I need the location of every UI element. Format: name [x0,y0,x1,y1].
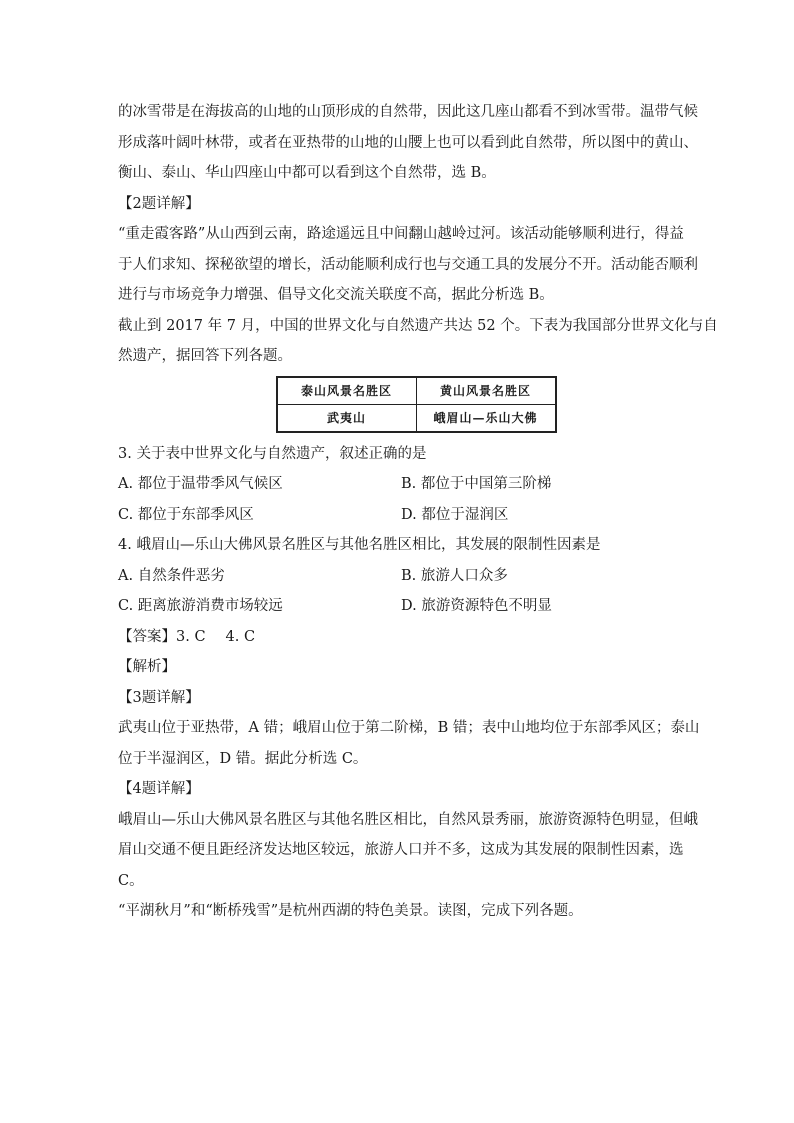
table-row [277,404,556,432]
table-cell: 峨眉山—乐山大佛 [416,404,556,432]
text-line: 武夷山位于亚热带，A 错；峨眉山位于第二阶梯，B 错；表中山地均位于东部季风区；泰山 [118,720,700,736]
closing-line: “平湖秋月”和“断桥残雪”是杭州西湖的特色美景。读图，完成下列各题。 [118,903,583,919]
text-line: 峨眉山—乐山大佛风景名胜区与其他名胜区相比，自然风景秀丽，旅游资源特色明显，但峨 [118,811,698,828]
text-line: 形成落叶阔叶林带，或者在亚热带的山地的山腰上也可以看到此自然带，所以图中的黄山、 [118,134,698,151]
option-b: B. 都位于中国第三阶梯 [401,476,552,492]
table-row [277,377,556,405]
option-d: D. 都位于湿润区 [401,506,509,523]
question-4-stem: 4. 峨眉山—乐山大佛风景名胜区与其他名胜区相比，其发展的限制性因素是 [118,537,601,553]
table-cell: 黄山风景名胜区 [416,377,556,405]
option-a: A. 都位于温带季风气候区 [118,476,283,492]
text-line: 然遗产，据回答下列各题。 [118,348,292,364]
section-heading-q3: 【3题详解】 [118,689,200,706]
text-line: 截止到 2017 年 7 月，中国的世界文化与自然遗产共达 52 个。下表为我国部分世界文化与自 [118,317,718,334]
answer-line [118,622,684,653]
text-line: C。 [118,872,144,889]
section-heading-q4: 【4题详解】 [118,781,200,797]
text-line: 位于半湿润区，D 错。据此分析选 C。 [118,750,368,767]
section-heading-q2: 【2题详解】 [118,195,200,212]
text-line: 的冰雪带是在海拔高的山地的山顶形成的自然带，因此这几座山都看不到冰雪带。温带气候 [118,104,698,120]
table-cell: 泰山风景名胜区 [277,377,417,405]
heritage-table-wrapper [118,376,684,433]
table-cell: 武夷山 [277,404,417,432]
option-a: A. 自然条件恶劣 [118,567,225,584]
question-3-options-row [118,469,684,500]
answer-label: 【答案】 [118,628,176,645]
question-4-options-row [118,561,684,592]
text-line: 眉山交通不便且距经济发达地区较远，旅游人口并不多，这成为其发展的限制性因素，选 [118,842,684,858]
heritage-table [276,376,557,433]
question-3-stem: 3. 关于表中世界文化与自然遗产，叙述正确的是 [118,445,427,462]
option-c: C. 都位于东部季风区 [118,506,254,523]
analysis-heading: 【解析】 [118,659,176,675]
option-b: B. 旅游人口众多 [401,567,508,584]
document-page [118,97,718,927]
text-line: 衡山、泰山、华山四座山中都可以看到这个自然带，选 B。 [118,165,496,181]
text-line: 于人们求知、探秘欲望的增长，活动能顺利成行也与交通工具的发展分不开。活动能否顺利 [118,256,698,273]
answer-4: 4. C [225,628,256,645]
question-3-options-row [118,500,684,531]
text-line: 进行与市场竞争力增强、倡导文化交流关联度不高，据此分析选 B。 [118,287,554,303]
answer-3: 3. C [176,628,206,645]
option-c: C. 距离旅游消费市场较远 [118,598,283,614]
text-line: “重走霞客路”从山西到云南，路途遥远且中间翻山越岭过河。该活动能够顺利进行，得益 [118,226,684,242]
option-d: D. 旅游资源特色不明显 [401,598,552,614]
question-4-options-row [118,591,684,622]
